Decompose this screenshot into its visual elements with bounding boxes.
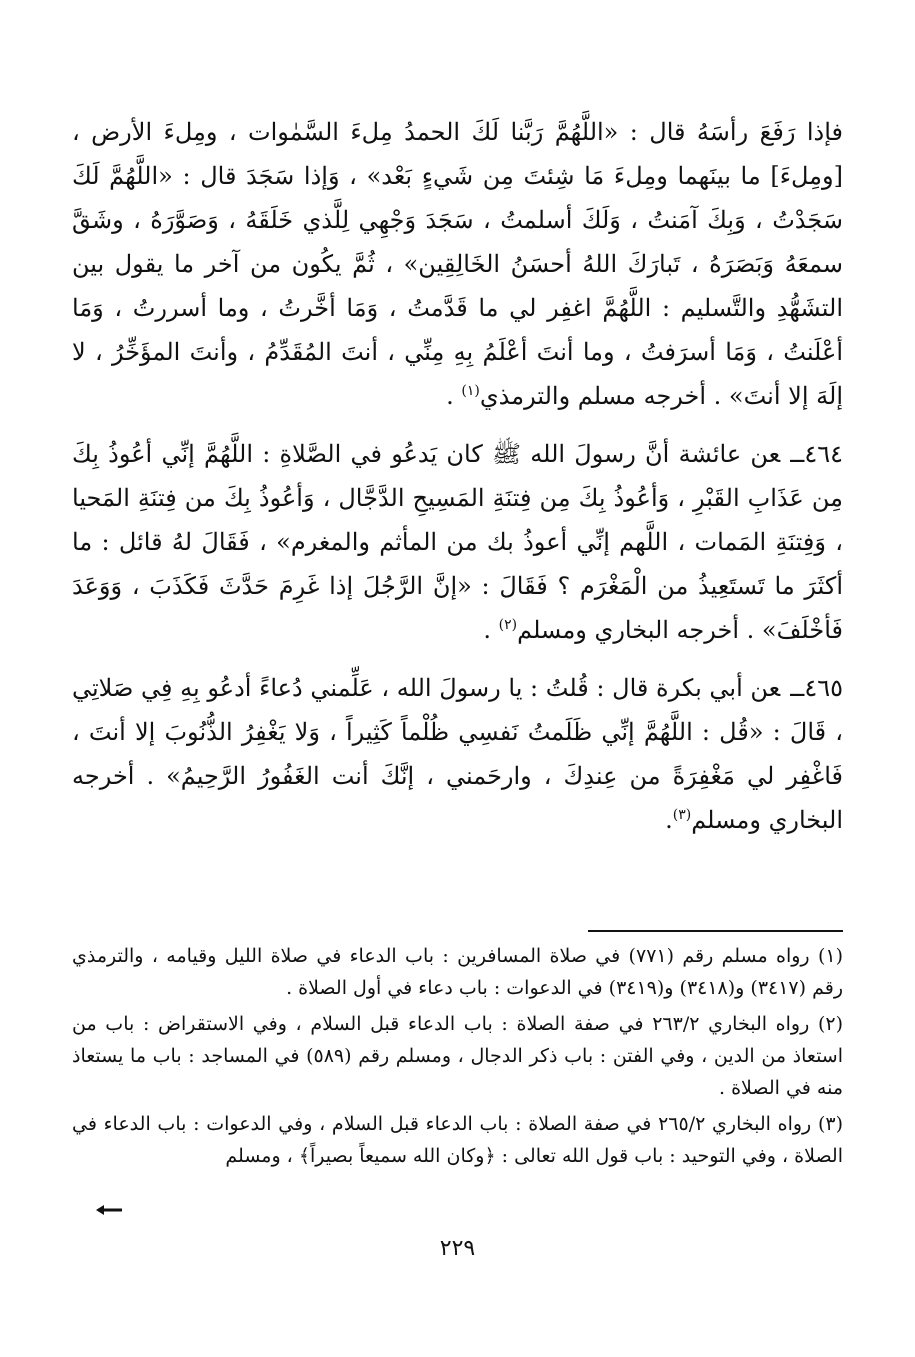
hadith-464: ٤٦٤ــعن عائشة أنَّ رسولَ الله ﷺ كان يَدعُو في الصَّلاةِ : اللَّهُمَّ إنِّي أعُوذُ بِكَ مِن عَذَابِ القَبْرِ ، وَأعُوذُ بِكَ مِن فِتنَةِ المَسِيحِ الدَّجَّال ، وَأعُوذُ بِكَ من فِتنَةِ المَحيا ، وَفِتنَةِ المَمات ، اللَّهم إنِّي أعوذُ بك من المأثم والمغرم» ، فَقَالَ لهُ قائل : ما أكثَرَ ما تَستَعِيذُ من الْمَغْرَم ؟ فَقَالَ : «إنَّ الرَّجُلَ إذا غَرِمَ حَدَّثَ فَكَذَبَ ، وَوَعَدَ فَأخْلَفَ» . أخرجه البخاري ومسلم$^{(٢)}$ . — [72, 440, 844, 644]
footnote-marker: (٣) — [672, 807, 692, 823]
footnote-marker: (٢) — [817, 1013, 843, 1035]
footnote-separator — [588, 930, 843, 932]
hadith-number: ٤٦٥ــ — [790, 674, 843, 702]
hadith-number: ٤٦٤ــ — [790, 440, 843, 468]
footnote-marker: (١) — [817, 945, 843, 967]
main-text — [72, 110, 843, 856]
footnotes — [72, 940, 843, 1176]
paragraph-text: عن أبي بكرة قال : قُلتُ : يا رسولَ الله ، عَلِّمني دُعاءً أدعُو بِهِ فِي صَلاتِي ، قَالَ : «قُل : اللَّهُمَّ إنِّي ظَلَمتُ نَفسِي ظُلْماً كَثِيراً ، وَلا يَغْفِرُ الذُّنُوبَ إلا أنتَ ، فَاغْفِر لي مَغْفِرَةً من عِندِكَ ، وارحَمني ، إنَّكَ أنت الغَفُورُ الرَّحِيمُ» . أخرجه البخاري ومسلم — [72, 674, 843, 834]
paragraph-text: عن عائشة أنَّ رسولَ الله ﷺ كان يَدعُو في الصَّلاةِ : اللَّهُمَّ إنِّي أعُوذُ بِكَ مِن عَذَابِ القَبْرِ ، وَأعُوذُ بِكَ مِن فِتنَةِ المَسِيحِ الدَّجَّال ، وَأعُوذُ بِكَ من فِتنَةِ المَحيا ، وَفِتنَةِ المَمات ، اللَّهم إنِّي أعوذُ بك من المأثم والمغرم» ، فَقَالَ لهُ قائل : ما أكثَرَ ما تَستَعِيذُ من الْمَغْرَم ؟ فَقَالَ : «إنَّ الرَّجُلَ إذا غَرِمَ حَدَّثَ فَكَذَبَ ، وَوَعَدَ فَأخْلَفَ» . أخرجه البخاري ومسلم — [72, 440, 844, 644]
footnote-1 — [72, 940, 843, 1004]
footnote-text: رواه البخاري ٢٦٥/٢ في صفة الصلاة : باب الدعاء قبل السلام ، وفي الدعوات : باب الدعاء في الصلاة ، وفي التوحيد : باب قول الله تعالى : ﴿وكان الله سميعاً بصيراً﴾ ، ومسلم — [72, 1113, 843, 1167]
paragraph-463-continuation: فإذا رَفَعَ رأسَهُ قال : «اللَّهُمَّ رَبَّنا لَكَ الحمدُ مِلءَ السَّمٰوات ، ومِلءَ الأرض ، [ومِلءَ] ما بينَهما ومِلءَ مَا شِئتَ مِن شَيءٍ بَعْد» ، وَإذا سَجَدَ قال : «اللَّهُمَّ لَكَ سَجَدْتُ ، وَبِكَ آمَنتُ ، وَلَكَ أسلمتُ ، سَجَدَ وَجْهِي لِلَّذي خَلَقَهُ ، وَصَوَّرَهُ ، وشَقَّ سمعَهُ وَبَصَرَهُ ، تَبارَكَ اللهُ أحسَنُ الخَالِقِين» ، ثُمَّ يكُون من آخر ما يقول بين التشَهُّدِ والتَّسليم : اللَّهُمَّ اغفِر لي ما قَدَّمتُ ، وَمَا أخَّرتُ ، وما أسررتُ ، وَمَا أعْلَنتُ ، وَمَا أسرَفتُ ، وما أنتَ أعْلَمُ بِهِ مِنِّي ، أنتَ المُقَدِّمُ ، وأنتَ المؤَخِّرُ ، لا إلَهَ إلا أنتَ» . أخرجه مسلم والترمذي$^{(١)}$ . — [72, 118, 843, 410]
footnote-marker: (١) — [461, 383, 480, 399]
footnote-marker: (٣) — [817, 1113, 843, 1135]
page-number: ٢٢٩ — [439, 1236, 476, 1261]
footnote-text: رواه البخاري ٢٦٣/٢ في صفة الصلاة : باب الدعاء قبل السلام ، وفي الاستقراض : باب من استعاذ من الدين ، وفي الفتن : باب ذكر الدجال ، ومسلم رقم (٥٨٩) في المساجد : باب ما يستعاذ منه في الصلاة . — [72, 1013, 843, 1099]
footnote-3 — [72, 1108, 843, 1172]
footnote-2 — [72, 1008, 843, 1104]
footnote-text: رواه مسلم رقم (٧٧١) في صلاة المسافرين : باب الدعاء في صلاة الليل وقيامه ، والترمذي رقم (٣٤١٧) و(٣٤١٨) و(٣٤١٩) في الدعوات : باب دعاء في أول الصلاة . — [72, 945, 843, 999]
left-arrow-icon — [94, 1200, 124, 1220]
paragraph-text: فإذا رَفَعَ رأسَهُ قال : «اللَّهُمَّ رَبَّنا لَكَ الحمدُ مِلءَ السَّمٰوات ، ومِلءَ الأرض ، [ومِلءَ] ما بينَهما ومِلءَ مَا شِئتَ مِن شَيءٍ بَعْد» ، وَإذا سَجَدَ قال : «اللَّهُمَّ لَكَ سَجَدْتُ ، وَبِكَ آمَنتُ ، وَلَكَ أسلمتُ ، سَجَدَ وَجْهِي لِلَّذي خَلَقَهُ ، وَصَوَّرَهُ ، وشَقَّ سمعَهُ وَبَصَرَهُ ، تَبارَكَ اللهُ أحسَنُ الخَالِقِين» ، ثُمَّ يكُون من آخر ما يقول بين التشَهُّدِ والتَّسليم : اللَّهُمَّ اغفِر لي ما قَدَّمتُ ، وَمَا أخَّرتُ ، وما أسررتُ ، وَمَا أعْلَنتُ ، وَمَا أسرَفتُ ، وما أنتَ أعْلَمُ بِهِ مِنِّي ، أنتَ المُقَدِّمُ ، وأنتَ المؤَخِّرُ ، لا إلَهَ إلا أنتَ» . أخرجه مسلم والترمذي — [72, 118, 843, 410]
hadith-465: ٤٦٥ــعن أبي بكرة قال : قُلتُ : يا رسولَ الله ، عَلِّمني دُعاءً أدعُو بِهِ فِي صَلاتِي ، قَالَ : «قُل : اللَّهُمَّ إنِّي ظَلَمتُ نَفسِي ظُلْماً كَثِيراً ، وَلا يَغْفِرُ الذُّنُوبَ إلا أنتَ ، فَاغْفِر لي مَغْفِرَةً من عِندِكَ ، وارحَمني ، إنَّكَ أنت الغَفُورُ الرَّحِيمُ» . أخرجه البخاري ومسلم$^{(٣)}$. — [72, 674, 843, 834]
footnote-marker: (٢) — [498, 617, 518, 633]
